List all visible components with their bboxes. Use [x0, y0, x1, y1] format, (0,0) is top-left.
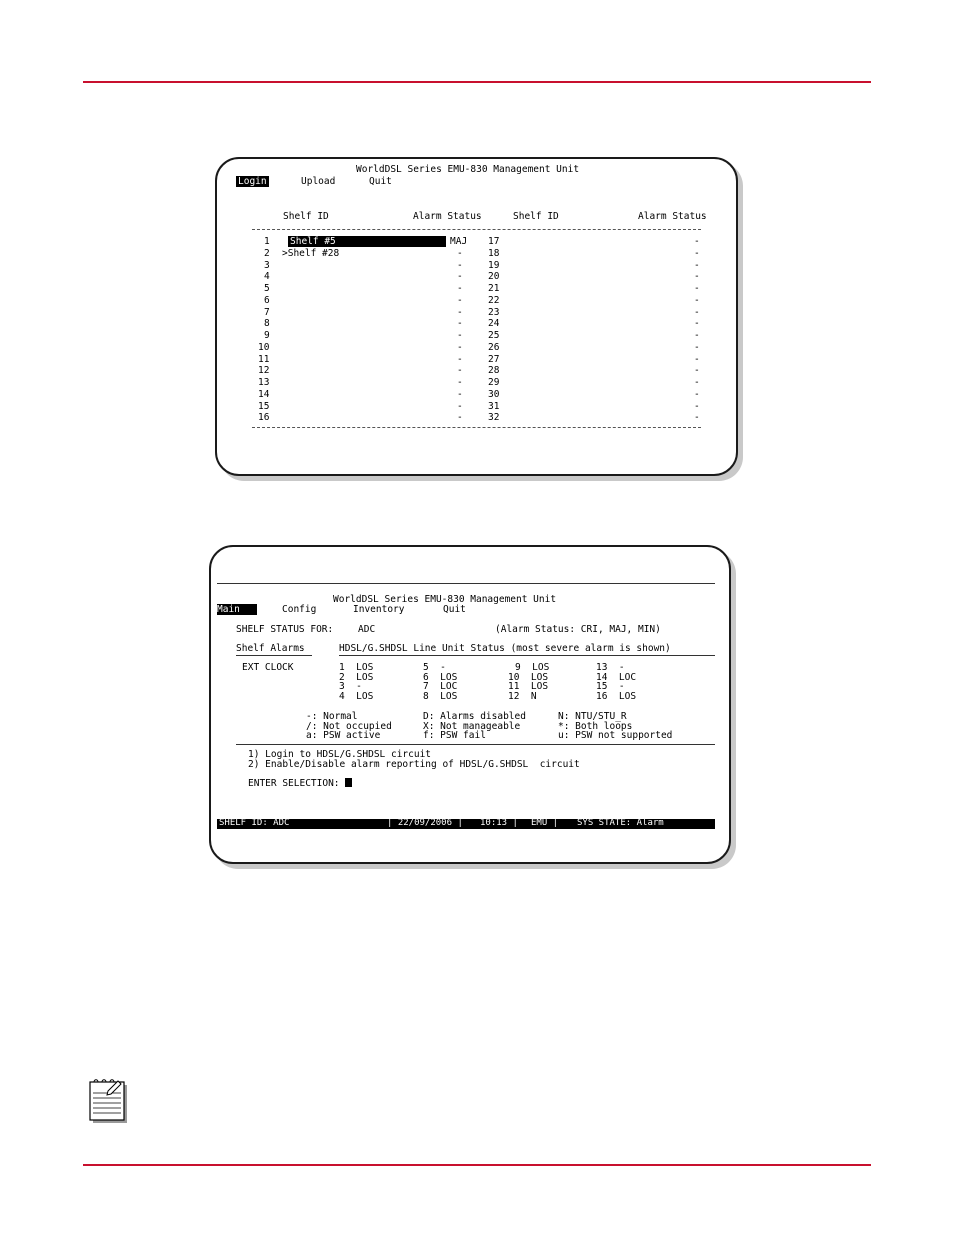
alarm-status: -: [694, 318, 700, 330]
prompt-label: ENTER SELECTION:: [248, 778, 340, 789]
shelf-row[interactable]: [217, 260, 736, 272]
shelf-number: 17: [488, 236, 500, 247]
selection-prompt[interactable]: [248, 778, 352, 789]
alarm-status: -: [457, 388, 463, 400]
shelf-row[interactable]: [217, 412, 736, 424]
line-unit-status: 13 -: [596, 662, 625, 673]
line-unit-status: 10 LOS: [508, 671, 549, 683]
shelf-row[interactable]: [217, 295, 736, 307]
option-enable-disable-alarm[interactable]: 2) Enable/Disable alarm reporting of HDSL/G.SHDSL circuit: [248, 759, 580, 770]
alarm-status: -: [457, 306, 463, 318]
terminal-screen-shelf-login: [215, 157, 738, 476]
divider: [217, 583, 715, 584]
alarm-status: -: [694, 236, 700, 247]
alarm-status: -: [457, 283, 463, 294]
divider: [252, 427, 701, 428]
shelf-row[interactable]: [217, 271, 736, 283]
alarm-status: -: [457, 353, 463, 365]
alarm-status: -: [694, 294, 700, 306]
alarm-status: -: [457, 377, 463, 388]
shelf-number: 19: [488, 259, 500, 271]
status-mode: EMU |: [531, 818, 559, 828]
shelf-row[interactable]: [217, 342, 736, 354]
alarm-status: -: [457, 271, 463, 283]
line-unit-status: 5 -: [423, 662, 446, 673]
screen-title: WorldDSL Series EMU-830 Management Unit: [356, 164, 580, 175]
shelf-number: 2: [264, 247, 270, 259]
shelf-number: 4: [264, 271, 270, 283]
column-header-alarm-status: Alarm Status: [413, 211, 482, 222]
shelf-number: 21: [488, 283, 500, 294]
text-cursor: [345, 778, 352, 787]
line-unit-status: 6 LOS: [423, 671, 458, 683]
divider: [339, 655, 715, 656]
status-bar: [217, 819, 715, 829]
shelf-alarm-value: EXT CLOCK: [242, 662, 294, 673]
shelf-number: 1: [264, 236, 270, 247]
shelf-number: 26: [488, 341, 500, 353]
shelf-number: 8: [264, 318, 270, 330]
legend-entry: D: Alarms disabled: [423, 711, 526, 722]
alarm-status: -: [457, 318, 463, 330]
legend-entry: a: PSW active: [306, 730, 381, 742]
shelf-number: 29: [488, 377, 500, 388]
shelf-row[interactable]: [217, 283, 736, 295]
shelf-number: 25: [488, 330, 500, 341]
divider: [236, 655, 312, 656]
alarm-status: -: [694, 365, 700, 377]
shelf-number: 28: [488, 365, 500, 377]
shelf-number: 22: [488, 294, 500, 306]
column-header-shelf-id: Shelf ID: [283, 211, 329, 222]
alarm-status: -: [694, 247, 700, 259]
shelf-number: 9: [264, 330, 270, 341]
shelf-number: 10: [258, 341, 270, 353]
shelf-row[interactable]: [217, 365, 736, 377]
line-unit-status: 7 LOC: [423, 681, 458, 693]
shelf-number: 5: [264, 283, 270, 294]
alarm-status: -: [694, 259, 700, 271]
shelf-row[interactable]: [217, 330, 736, 342]
alarm-status: -: [457, 294, 463, 306]
shelf-number: 20: [488, 271, 500, 283]
alarm-status: -: [694, 388, 700, 400]
shelf-number: 11: [258, 353, 270, 365]
shelf-status-value: ADC: [358, 624, 376, 635]
alarm-status: -: [694, 283, 700, 294]
shelf-number: 7: [264, 306, 270, 318]
status-date: | 22/09/2006 |: [387, 818, 463, 828]
legend-entry: /: Not occupied: [306, 720, 392, 732]
option-login-circuit[interactable]: 1) Login to HDSL/G.SHDSL circuit: [248, 749, 432, 760]
line-unit-status: 9 LOS: [515, 662, 550, 673]
alarm-status: -: [694, 330, 700, 341]
alarm-status: -: [457, 247, 463, 259]
shelf-row[interactable]: [217, 401, 736, 413]
line-unit-status: 2 LOS: [339, 671, 374, 683]
alarm-status: -: [694, 412, 700, 424]
alarm-status: -: [694, 271, 700, 283]
shelf-row[interactable]: [217, 236, 736, 248]
alarm-status: -: [457, 400, 463, 412]
alarm-status: MAJ: [450, 236, 468, 247]
line-unit-status-header: HDSL/G.SHDSL Line Unit Status (most severe alarm is shown): [339, 643, 671, 654]
shelf-number: 15: [258, 400, 270, 412]
note-icon: [88, 1079, 130, 1125]
column-header-shelf-id-right: Shelf ID: [513, 211, 559, 222]
shelf-status-label: SHELF STATUS FOR:: [236, 624, 334, 635]
shelf-number: 30: [488, 388, 500, 400]
menu-login[interactable]: Login: [238, 176, 267, 187]
shelf-row[interactable]: [217, 354, 736, 366]
line-unit-status: 14 LOC: [596, 671, 637, 683]
screen-title: WorldDSL Series EMU-830 Management Unit: [333, 594, 557, 605]
status-shelf-id: SHELF ID: ADC: [219, 818, 290, 828]
alarm-status: -: [457, 330, 463, 341]
status-sys-state: SYS STATE: Alarm: [577, 818, 664, 828]
legend-entry: u: PSW not supported: [558, 730, 673, 742]
legend-entry: X: Not manageable: [423, 720, 521, 732]
menu-inventory[interactable]: Inventory: [353, 604, 405, 615]
shelf-name: >Shelf #28: [282, 247, 340, 259]
menu-config[interactable]: Config: [282, 604, 317, 615]
menu-upload[interactable]: Upload: [301, 176, 336, 187]
alarm-status: -: [457, 365, 463, 377]
shelf-number: 16: [258, 412, 270, 424]
shelf-number: 31: [488, 400, 500, 412]
line-unit-status: 12 N: [508, 691, 537, 703]
footer-rule: [83, 1164, 871, 1166]
shelf-number: 18: [488, 247, 500, 259]
divider: [252, 229, 701, 230]
alarm-status: -: [694, 400, 700, 412]
shelf-row[interactable]: [217, 248, 736, 260]
menu-quit[interactable]: Quit: [369, 176, 392, 187]
shelf-number: 6: [264, 294, 270, 306]
shelf-row[interactable]: [217, 318, 736, 330]
legend-entry: N: NTU/STU_R: [558, 711, 627, 722]
legend-entry: f: PSW fail: [423, 730, 486, 742]
shelf-number: 32: [488, 412, 500, 424]
alarm-status-note: (Alarm Status: CRI, MAJ, MIN): [495, 624, 661, 635]
shelf-number: 13: [258, 377, 270, 388]
shelf-number: 24: [488, 318, 500, 330]
alarm-status: -: [457, 259, 463, 271]
menu-main[interactable]: Main: [217, 604, 257, 615]
legend-entry: -: Normal: [306, 711, 358, 722]
shelf-number: 14: [258, 388, 270, 400]
shelf-number: 27: [488, 353, 500, 365]
divider: [236, 744, 715, 745]
line-unit-status: 1 LOS: [339, 662, 374, 673]
header-rule: [83, 81, 871, 83]
shelf-row[interactable]: [217, 389, 736, 401]
shelf-name-selected: Shelf #5: [288, 236, 446, 247]
column-header-alarm-status-right: Alarm Status: [638, 211, 707, 222]
shelf-number: 12: [258, 365, 270, 377]
shelf-row[interactable]: [217, 307, 736, 319]
line-unit-status: 4 LOS: [339, 691, 374, 703]
line-unit-status: 3 -: [339, 681, 362, 693]
shelf-number: 3: [264, 259, 270, 271]
legend-entry: *: Both loops: [558, 720, 633, 732]
shelf-row[interactable]: [217, 377, 736, 389]
line-unit-status: 8 LOS: [423, 691, 458, 703]
alarm-status: -: [694, 341, 700, 353]
alarm-status: -: [694, 306, 700, 318]
shelf-alarms-header: Shelf Alarms: [236, 643, 305, 654]
alarm-status: -: [457, 412, 463, 424]
line-unit-status: 11 LOS: [508, 681, 549, 693]
menu-quit[interactable]: Quit: [443, 604, 466, 615]
status-time: 10:13 |: [480, 818, 518, 828]
line-unit-status: 16 LOS: [596, 691, 637, 703]
alarm-status: -: [694, 377, 700, 388]
alarm-status: -: [694, 353, 700, 365]
shelf-number: 23: [488, 306, 500, 318]
line-unit-status: 15 -: [596, 681, 625, 693]
alarm-status: -: [457, 341, 463, 353]
terminal-screen-shelf-status: [209, 545, 731, 864]
